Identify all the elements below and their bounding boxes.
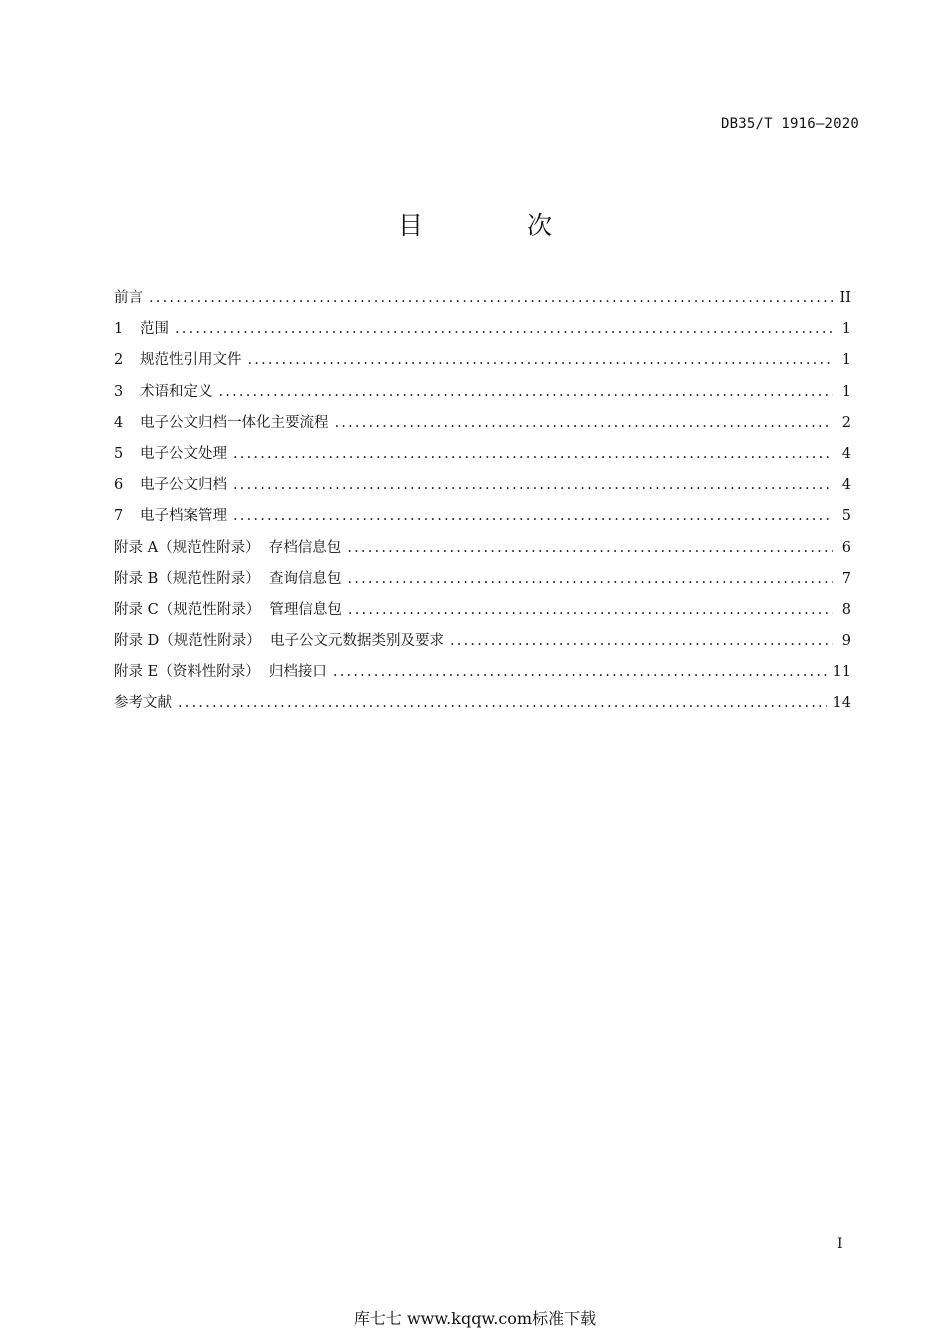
toc-entry-page: 1 bbox=[841, 352, 851, 369]
toc-entry[interactable] bbox=[114, 442, 851, 473]
toc-leader-dots bbox=[233, 508, 833, 524]
toc-entry[interactable] bbox=[114, 348, 851, 379]
toc-leader-dots bbox=[175, 321, 833, 337]
toc-entry-label: 规范性引用文件 bbox=[140, 352, 242, 369]
toc-entry-page: 2 bbox=[841, 414, 851, 431]
toc-entry-page: 11 bbox=[832, 664, 851, 681]
toc-entry[interactable] bbox=[114, 536, 851, 567]
toc-entry-page: 7 bbox=[841, 570, 851, 587]
toc-entry[interactable] bbox=[114, 598, 851, 629]
toc-entry-label: 附录 C（规范性附录） 管理信息包 bbox=[114, 601, 342, 618]
toc-entry-number: 2 bbox=[114, 352, 124, 369]
toc-entry[interactable] bbox=[114, 411, 851, 442]
toc-entry-page: 5 bbox=[841, 508, 851, 525]
toc-entry[interactable] bbox=[114, 504, 851, 535]
standard-code: DB35/T 1916—2020 bbox=[720, 116, 859, 132]
toc-entry[interactable] bbox=[114, 567, 851, 598]
toc-entry-label: 附录 B（规范性附录） 查询信息包 bbox=[114, 570, 342, 587]
toc-entry-page: 6 bbox=[841, 539, 851, 556]
toc-entry-label: 附录 E（资料性附录） 归档接口 bbox=[114, 664, 327, 681]
toc-leader-dots bbox=[347, 540, 833, 556]
toc-leader-dots bbox=[248, 352, 834, 368]
toc-entry-label: 范围 bbox=[140, 321, 169, 338]
toc-entry-label: 电子公文归档 bbox=[140, 477, 227, 494]
footer-watermark-text: 库七七 www.kqqw.com标准下载 bbox=[353, 1309, 597, 1328]
toc-entry-page: 4 bbox=[841, 445, 851, 462]
toc-entry[interactable] bbox=[114, 317, 851, 348]
toc-entry-number: 6 bbox=[114, 477, 124, 494]
toc-entry[interactable] bbox=[114, 629, 851, 660]
toc-entry[interactable] bbox=[114, 380, 851, 411]
toc-entry-number: 1 bbox=[114, 321, 124, 338]
toc-entry-label: 电子公文处理 bbox=[140, 445, 227, 462]
toc-leader-dots bbox=[178, 695, 827, 711]
toc-entry-number: 3 bbox=[114, 383, 124, 400]
toc-entry-page: II bbox=[839, 290, 851, 306]
toc-entry-label: 参考文献 bbox=[114, 695, 172, 712]
toc-entry-label: 电子公文归档一体化主要流程 bbox=[140, 414, 329, 431]
toc-entry[interactable] bbox=[114, 691, 851, 722]
toc-entry-page: 8 bbox=[841, 601, 851, 618]
toc-leader-dots bbox=[149, 290, 833, 306]
toc-entry-label: 前言 bbox=[114, 290, 143, 306]
toc-leader-dots bbox=[335, 415, 834, 431]
toc-entry-number: 7 bbox=[114, 508, 124, 525]
toc-entry-number: 5 bbox=[114, 445, 124, 462]
table-of-contents bbox=[114, 286, 851, 723]
toc-entry-page: 4 bbox=[841, 477, 851, 494]
toc-entry-page: 14 bbox=[832, 695, 851, 712]
toc-entry[interactable] bbox=[114, 473, 851, 504]
toc-leader-dots bbox=[450, 633, 833, 649]
toc-entry-label: 电子档案管理 bbox=[140, 508, 227, 525]
toc-entry-page: 9 bbox=[841, 633, 851, 650]
toc-leader-dots bbox=[233, 477, 833, 493]
toc-entry[interactable] bbox=[114, 660, 851, 691]
toc-entry[interactable] bbox=[114, 286, 851, 317]
toc-leader-dots bbox=[348, 602, 833, 618]
toc-entry-page: 1 bbox=[841, 383, 851, 400]
toc-entry-label: 术语和定义 bbox=[140, 383, 213, 400]
toc-title: 目 次 bbox=[398, 211, 600, 240]
toc-entry-page: 1 bbox=[841, 321, 851, 338]
toc-entry-number: 4 bbox=[114, 414, 124, 431]
toc-entry-label: 附录 A（规范性附录） 存档信息包 bbox=[114, 539, 342, 556]
toc-entry-label: 附录 D（规范性附录） 电子公文元数据类别及要求 bbox=[114, 633, 444, 650]
page-number: I bbox=[837, 1236, 843, 1252]
toc-leader-dots bbox=[219, 384, 834, 400]
toc-leader-dots bbox=[347, 571, 833, 587]
toc-leader-dots bbox=[233, 446, 833, 462]
toc-leader-dots bbox=[333, 664, 827, 680]
